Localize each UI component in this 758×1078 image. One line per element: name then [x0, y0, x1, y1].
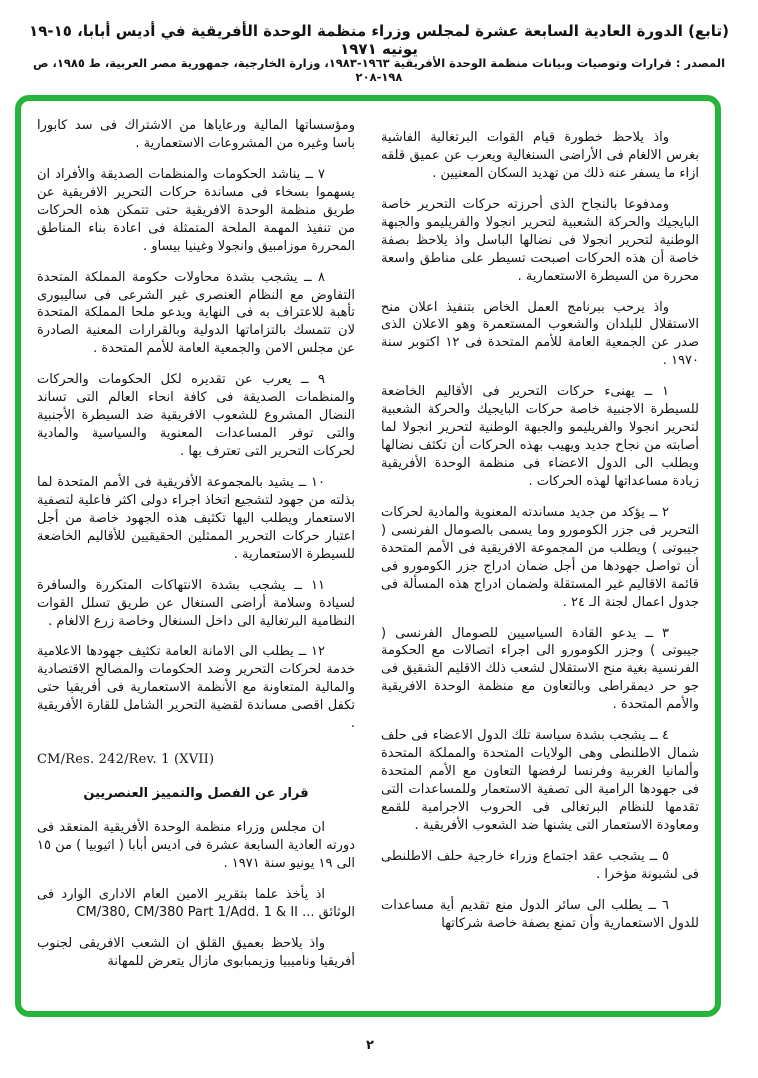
- paragraph: واذ يلاحظ خطورة قيام القوات البرتغالية الفاشية بغرس الالغام فى الأراضى السنغالية ويعرب عن عميق قلقه ازاء ما يسفر عنه ذلك من تهديد السكان المعنيين .: [381, 130, 699, 181]
- paragraph: ١١ ــ يشجب بشدة الانتهاكات المتكررة والسافرة لسيادة وسلامة أراضى السنغال عن طريق تسلل القوات النظامية البرتغالية الى داخل السنغال وخاصة زرع الالغام .: [37, 577, 355, 629]
- paragraph: واذ يلاحظ بعميق القلق ان الشعب الافريقى لجنوب أفريقيا وناميبيا وزيمبابوى مازال يتعرض للمهانة: [37, 935, 355, 969]
- page-number: ٢: [366, 1038, 374, 1053]
- paragraph: ٥ ــ يشجب عقد اجتماع وزراء خارجية حلف الاطلنطى فى لشبونة مؤخرا .: [381, 848, 699, 882]
- paragraph: اذ يأخذ علما بتقرير الامين العام الادارى الوارد فى الوثائق ... CM/380, CM/380 Part 1/Add. 1 & II: [37, 886, 355, 920]
- resolution-box: [15, 95, 721, 1017]
- paragraph: واذ يرحب ببرنامج العمل الخاص بتنفيذ اعلان منح الاستقلال للبلدان والشعوب المستعمرة وهو الاعلان الذى صدر عن الجمعية العامة للأمم المتحدة فى ١٢ اكتوبر سنة ١٩٧٠ .: [381, 299, 700, 369]
- paragraph: ١٠ ــ يشيد بالمجموعة الأفريقية فى الأمم المتحدة لما بذلته من جهود لتشجيع اتخاذ اجراء دولى اكثر فاعلية لتصفية الاستعمار ويطلب اليها تكثيف هذه الجهود خاصة من أجل اعتبار حركات التحرير الممثلين الحقيقيين للأقاليم الخاضعة للسيطرة الاستعمارية .: [37, 474, 355, 562]
- header-session-line: (تابع) الدورة العادية السابعة عشرة لمجلس وزراء منظمة الوحدة الأفريقية في أديس أبابا، ١٥-١٩ يونيه ١٩٧١: [29, 22, 729, 58]
- two-column-text: [37, 117, 699, 1001]
- paragraph: ان مجلس وزراء منظمة الوحدة الأفريقية المنعقد فى دورته العادية السابعة عشرة فى اديس أبابا ( اثيوبيا ) من ١٥ الى ١٩ يونيو سنة ١٩٧١ .: [37, 820, 355, 871]
- paragraph: ١٢ ــ يطلب الى الامانة العامة تكثيف جهودها الاعلامية خدمة لحركات التحرير وضد الحكومات والمصالح الاقتصادية والمالية المتعاونة مع الأنظمة الاستعمارية فى أفريقيا حتى تكفل اقصى مساندة لقضية التحرير الشامل للقارة الأفريقية .: [37, 644, 355, 732]
- column-right: [381, 117, 699, 1001]
- resolution-reference: CM/Res. 242/Rev. 1 (XVII): [37, 752, 215, 768]
- paragraph: ٦ ــ يطلب الى سائر الدول منع تقديم أية مساعدات للدول الاستعمارية وأن تمنع بصفة خاصة شركاتها: [381, 897, 699, 931]
- column-left: [37, 117, 355, 1001]
- section-heading: قرار عن الفصل والتمييز العنصريين: [83, 786, 309, 802]
- paragraph: ومؤسساتها المالية ورعاياها من الاشتراك فى سد كابورا باسا وغيره من المشروعات الاستعمارية .: [37, 118, 355, 151]
- paragraph: ١ ــ يهنىء حركات التحرير فى الأقاليم الخاضعة للسيطرة الاجنبية خاصة حركات البايجيك والحركة الشعبية لتحرير انجولا والفريليمو والجبهة الوطنية لتحرير انجولا لما أصابته من نجاح جديد ويهيب بهذه الحركات أن تكثف نضالها ويطلب الى الدول الاعضاء فى منظمة الوحدة الأفريقية زيادة مساعداتها لهذه الحركات .: [381, 384, 699, 489]
- paragraph: ٤ ــ يشجب بشدة سياسة تلك الدول الاعضاء فى حلف شمال الاطلنطى وهى الولايات المتحدة والمملكة المتحدة وألمانيا الغربية وفرنسا لرفضها التعاون مع الأمم المتحدة فى جهودها الرامية الى تصفية الاستعمار وللمساعدات التى تقدمها للنظام البرتغالى فى الحروب الاجرامية للقمع ومعاودة الاستعمار التى يشنها ضد الشعوب الأفريقية .: [381, 728, 699, 833]
- paragraph: ٢ ــ يؤكد من جديد مساندته المعنوية والمادية لحركات التحرير فى جزر الكومورو وما يسمى بالصومال الفرنسى ( جيبوتى ) ويطلب من المجموعة الافريقية فى الأمم المتحدة أن تواصل جهودها من أجل ضمان ادراج جزر الكومورو فى قائمة الاقاليم غير المستقلة ولضمان ادراج هذه المسألة فى جدول اعمال لجنة الـ ٢٤ .: [381, 504, 699, 610]
- header-source-line: المصدر : قرارات وتوصيات وبيانات منظمة الوحدة الأفريقية ١٩٦٣-١٩٨٣، وزارة الخارجية، جمهورية مصر العربية، ط ١٩٨٥، ص ١٩٨-٢٠٨: [32, 56, 726, 84]
- paragraph: ٣ ــ يدعو القادة السياسيين للصومال الفرنسى ( جيبوتى ) وجزر الكومورو الى اجراء اتصالات مع الحكومة الفرنسية بغية منح الاستقلال لشعب ذلك الاقليم الشقيق فى جو حر ديمقراطى وبالتعاون مع منظمة الوحدة الافريقية والأمم المتحدة .: [381, 625, 699, 713]
- paragraph: ومدفوعا بالنجاح الذى أحرزته حركات التحرير خاصة البايجيك والحركة الشعبية لتحرير انجولا والفريليمو والجبهة الوطنية لتحرير انجولا فى نضالها الباسل واذ يلاحظ بصفة خاصة أن هذه الحركات اصبحت تسيطر على مناطق واسعة محررة من السيطرة الاستعمارية .: [381, 196, 699, 284]
- paragraph: ٧ ــ يناشد الحكومات والمنظمات الصديقة والأفراد ان يسهموا بسخاء فى مساندة حركات التحرير الافريقية عن طريق منظمة الوحدة الافريقية حتى تتمكن هذه الحركات من تنفيذ المهمة الملحة المتمثلة فى اعادة بناء المناطق المحررة موزامبيق وانجولا وغينيا بيساو .: [37, 166, 355, 254]
- paragraph: ٩ ــ يعرب عن تقديره لكل الحكومات والحركات والمنظمات الصديقة فى كافة انحاء العالم التى تساند النضال المشروع للشعوب الافريقية ضد السيطرة الأجنبية والتى توفر المساعدات المعنوية والسياسية والمادية لحركات التحرير التى تعترف بها .: [37, 372, 355, 459]
- paragraph: ٨ ــ يشجب بشدة محاولات حكومة المملكة المتحدة التفاوض مع النظام العنصرى غير الشرعى فى ساليبورى تأهبة للاعتراف به فى النهاية ويدعو ملحا المملكة المتحدة لان تتمسك بالتزاماتها الدولية وبالقرارات المعنية الصادرة عن مجلس الامن والجمعية العامة للأمم المتحدة .: [37, 269, 355, 357]
